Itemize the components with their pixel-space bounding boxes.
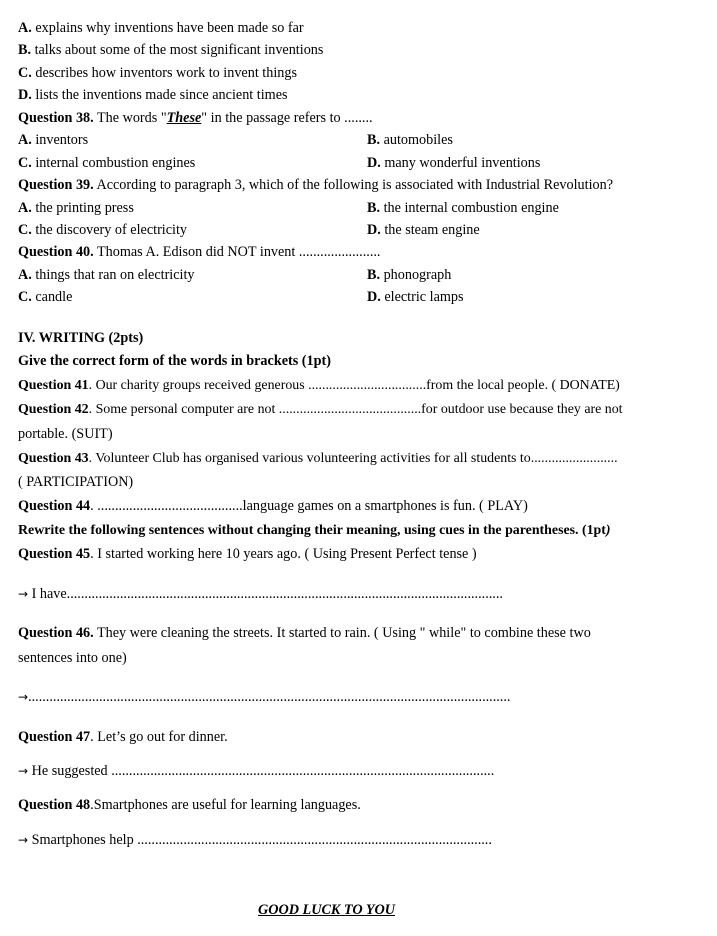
q40-option-a: A. things that ran on electricity xyxy=(18,267,195,283)
q46-answer-line[interactable]: →........................................................................................................................................ xyxy=(18,689,511,705)
q39-option-b: B. the internal combustion engine xyxy=(367,200,559,216)
arrow-icon: → xyxy=(18,833,29,847)
arrow-icon: → xyxy=(18,764,29,778)
q37-option-a: A. explains why inventions have been made so far xyxy=(18,20,304,36)
question-46: Question 46. They were cleaning the streets. It started to rain. ( Using " while" to combine these two xyxy=(18,625,591,641)
question-40: Question 40. Thomas A. Edison did NOT invent ....................... xyxy=(18,244,381,260)
writing-heading: IV. WRITING (2pts) xyxy=(18,330,144,346)
footer-good-luck: GOOD LUCK TO YOU xyxy=(258,902,396,918)
question-39: Question 39. According to paragraph 3, which of the following is associated with Industrial Revolution? xyxy=(18,177,613,193)
q37-option-c: C. describes how inventors work to invent things xyxy=(18,65,297,81)
part2-heading: Rewrite the following sentences without changing their meaning, using cues in the parentheses. (1pt) xyxy=(18,523,611,538)
q38-option-d: D. many wonderful inventions xyxy=(367,155,541,171)
q38-option-b: B. automobiles xyxy=(367,132,453,148)
these-emphasis: These xyxy=(166,110,202,126)
question-43-cont: ( PARTICIPATION) xyxy=(18,474,134,490)
q45-answer-line[interactable]: → I have........................................................................................................................... xyxy=(18,586,503,602)
arrow-icon: → xyxy=(18,690,29,704)
q37-option-d: D. lists the inventions made since ancient times xyxy=(18,87,288,103)
question-48: Question 48.Smartphones are useful for learning languages. xyxy=(18,797,361,813)
q39-option-a: A. the printing press xyxy=(18,200,134,216)
question-44: Question 44. .........................................language games on a smartphones is fun. ( PLAY) xyxy=(18,498,528,514)
question-41: Question 41. Our charity groups received generous ..................................from the local people. ( DONATE) xyxy=(18,378,620,393)
q48-answer-line[interactable]: → Smartphones help .................................................................................................... xyxy=(18,832,492,848)
question-43: Question 43. Volunteer Club has organised various volunteering activities for all students to......................... xyxy=(18,451,618,466)
q37-option-b: B. talks about some of the most significant inventions xyxy=(18,42,324,58)
q40-option-b: B. phonograph xyxy=(367,267,452,283)
q38-option-c: C. internal combustion engines xyxy=(18,155,196,171)
q39-option-d: D. the steam engine xyxy=(367,222,480,238)
q40-option-c: C. candle xyxy=(18,289,73,305)
arrow-icon: → xyxy=(18,587,29,601)
question-38: Question 38. The words "These" in the passage refers to ........ xyxy=(18,110,373,126)
q40-option-d: D. electric lamps xyxy=(367,289,464,305)
part1-heading: Give the correct form of the words in brackets (1pt) xyxy=(18,353,331,369)
q38-option-a: A. inventors xyxy=(18,132,89,148)
question-45: Question 45. I started working here 10 years ago. ( Using Present Perfect tense ) xyxy=(18,546,477,562)
question-42: Question 42. Some personal computer are not .........................................for outdoor use because they are not xyxy=(18,402,623,417)
question-47: Question 47. Let’s go out for dinner. xyxy=(18,729,228,745)
question-46-cont: sentences into one) xyxy=(18,650,127,666)
q39-option-c: C. the discovery of electricity xyxy=(18,222,188,238)
q47-answer-line[interactable]: → He suggested ............................................................................................................ xyxy=(18,763,495,779)
question-42-cont: portable. (SUIT) xyxy=(18,426,113,442)
